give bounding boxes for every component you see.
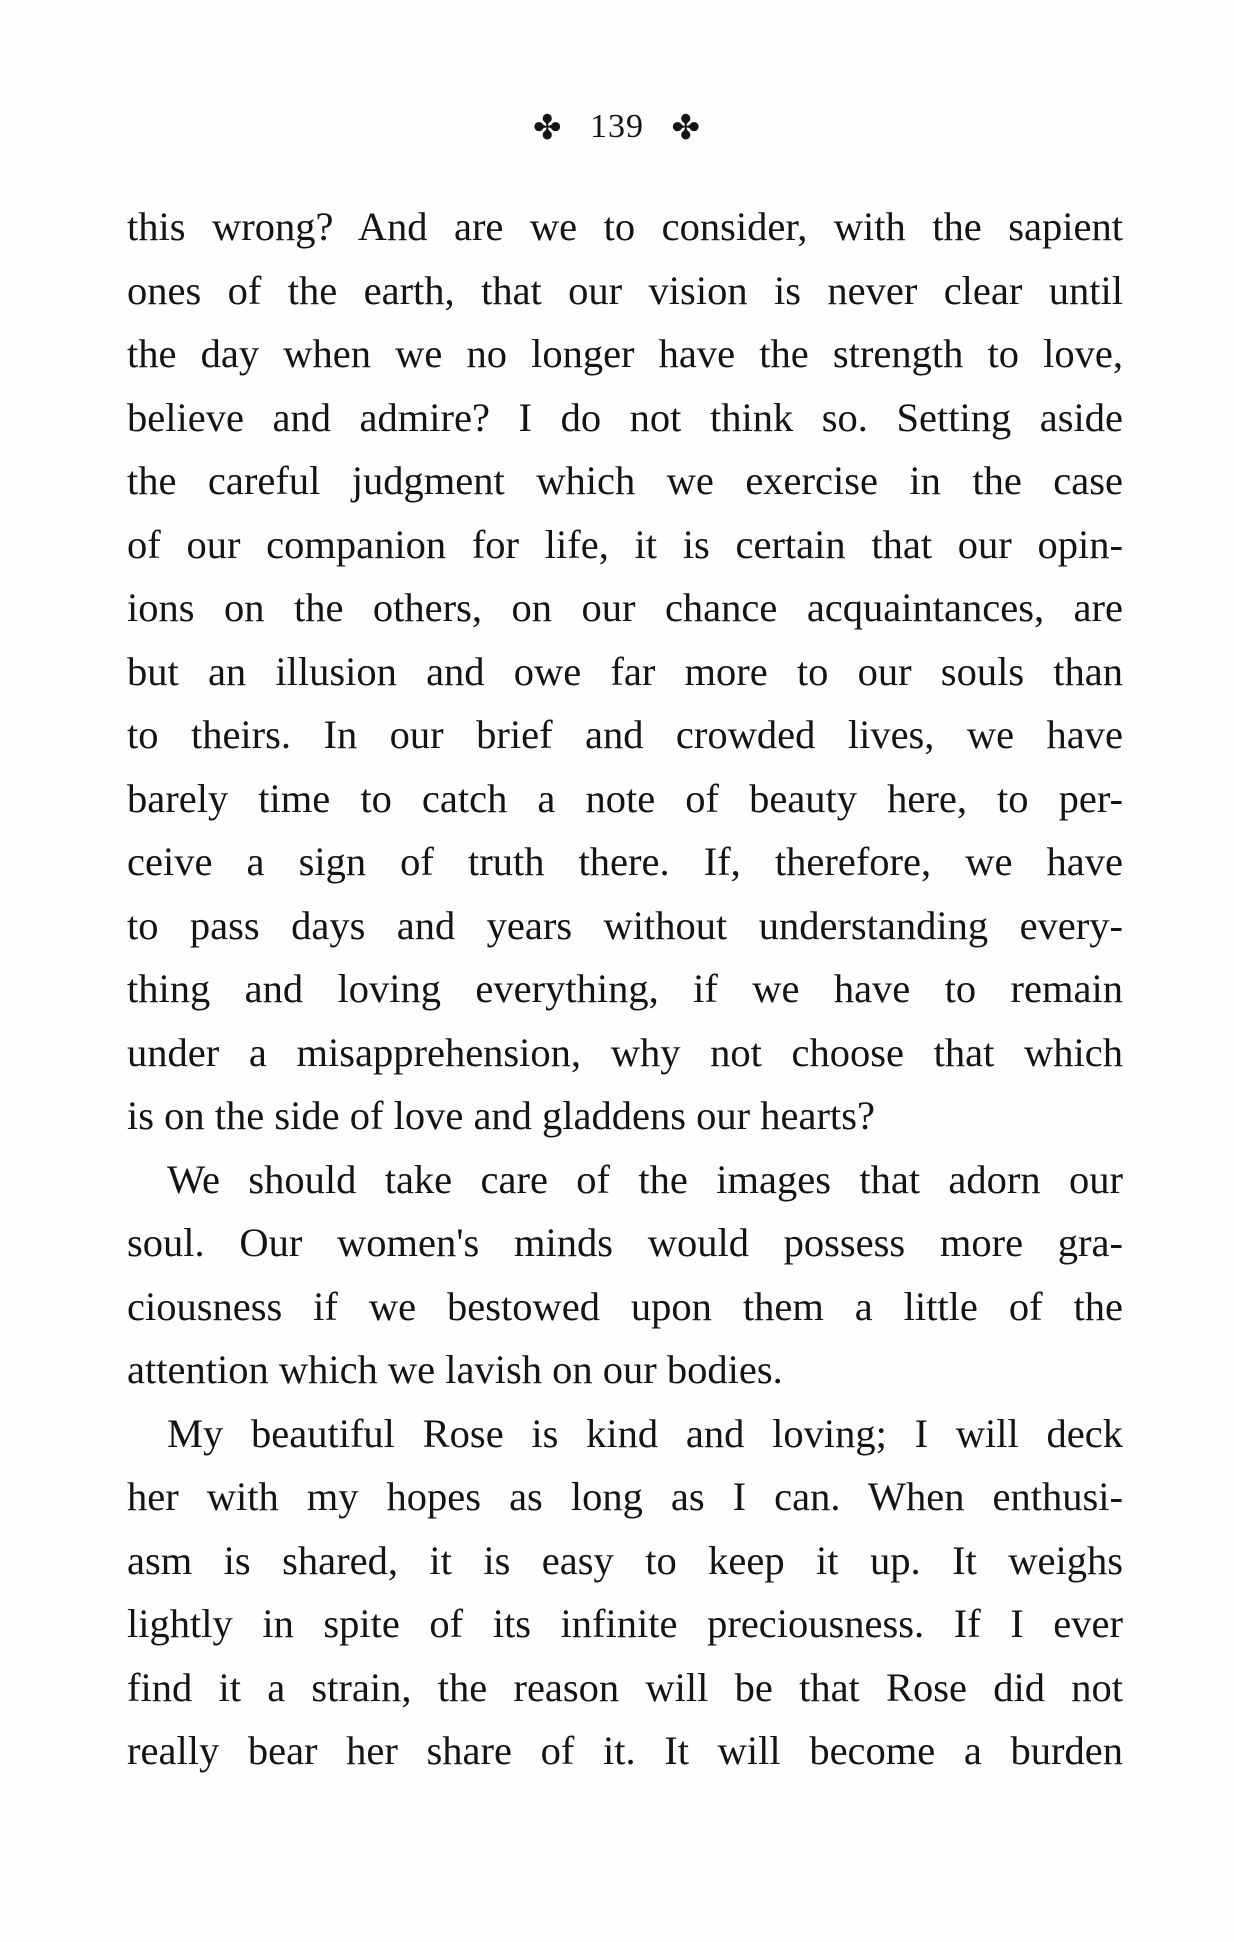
text-line: attention which we lavish on our bodies. (127, 1347, 783, 1392)
paragraph-1 (127, 195, 1123, 1148)
text-line: find it a strain, the reason will be that Rose did not (127, 1664, 1123, 1710)
text-line: of our companion for life, it is certain that our opin- (127, 521, 1123, 567)
text-line: the careful judgment which we exercise in the case (127, 458, 1123, 503)
text-line: is on the side of love and gladdens our hearts? (127, 1093, 875, 1138)
text-line: under a misapprehension, why not choose that which (127, 1029, 1123, 1075)
text-line: ones of the earth, that our vision is never clear until (127, 267, 1123, 313)
text-line: believe and admire? I do not think so. Setting aside (127, 394, 1123, 440)
paragraph-2 (127, 1148, 1123, 1402)
text-line: to pass days and years without understanding every- (127, 902, 1123, 948)
text-line: the day when we no longer have the strength to love, (127, 331, 1123, 376)
text-line: We should take care of the images that adorn our (167, 1156, 1123, 1202)
page-number: 139 (590, 108, 644, 145)
fleuron-right-icon: ✤ (671, 110, 701, 147)
text-line: her with my hopes as long as I can. When enthusi- (127, 1474, 1123, 1519)
text-line: to theirs. In our brief and crowded lives, we have (127, 712, 1123, 757)
paragraph-3 (127, 1402, 1123, 1783)
text-line: this wrong? And are we to consider, with the sapient (127, 204, 1123, 249)
page-header (0, 108, 1234, 148)
text-line: but an illusion and owe far more to our souls than (127, 648, 1123, 694)
text-line: lightly in spite of its infinite preciousness. If I ever (127, 1601, 1123, 1646)
text-line: barely time to catch a note of beauty here, to per- (127, 775, 1123, 821)
text-line: ions on the others, on our chance acquaintances, are (127, 585, 1123, 630)
text-line: soul. Our women's minds would possess more gra- (127, 1220, 1123, 1265)
body-text (127, 195, 1123, 1783)
text-line: ceive a sign of truth there. If, therefore, we have (127, 839, 1123, 884)
text-line: ciousness if we bestowed upon them a little of the (127, 1283, 1123, 1329)
fleuron-left-icon: ✤ (533, 110, 563, 147)
text-line: thing and loving everything, if we have to remain (127, 966, 1123, 1011)
text-line: My beautiful Rose is kind and loving; I will deck (167, 1410, 1123, 1456)
text-line: asm is shared, it is easy to keep it up. It weighs (127, 1537, 1123, 1583)
text-line: really bear her share of it. It will become a burden (127, 1728, 1123, 1773)
